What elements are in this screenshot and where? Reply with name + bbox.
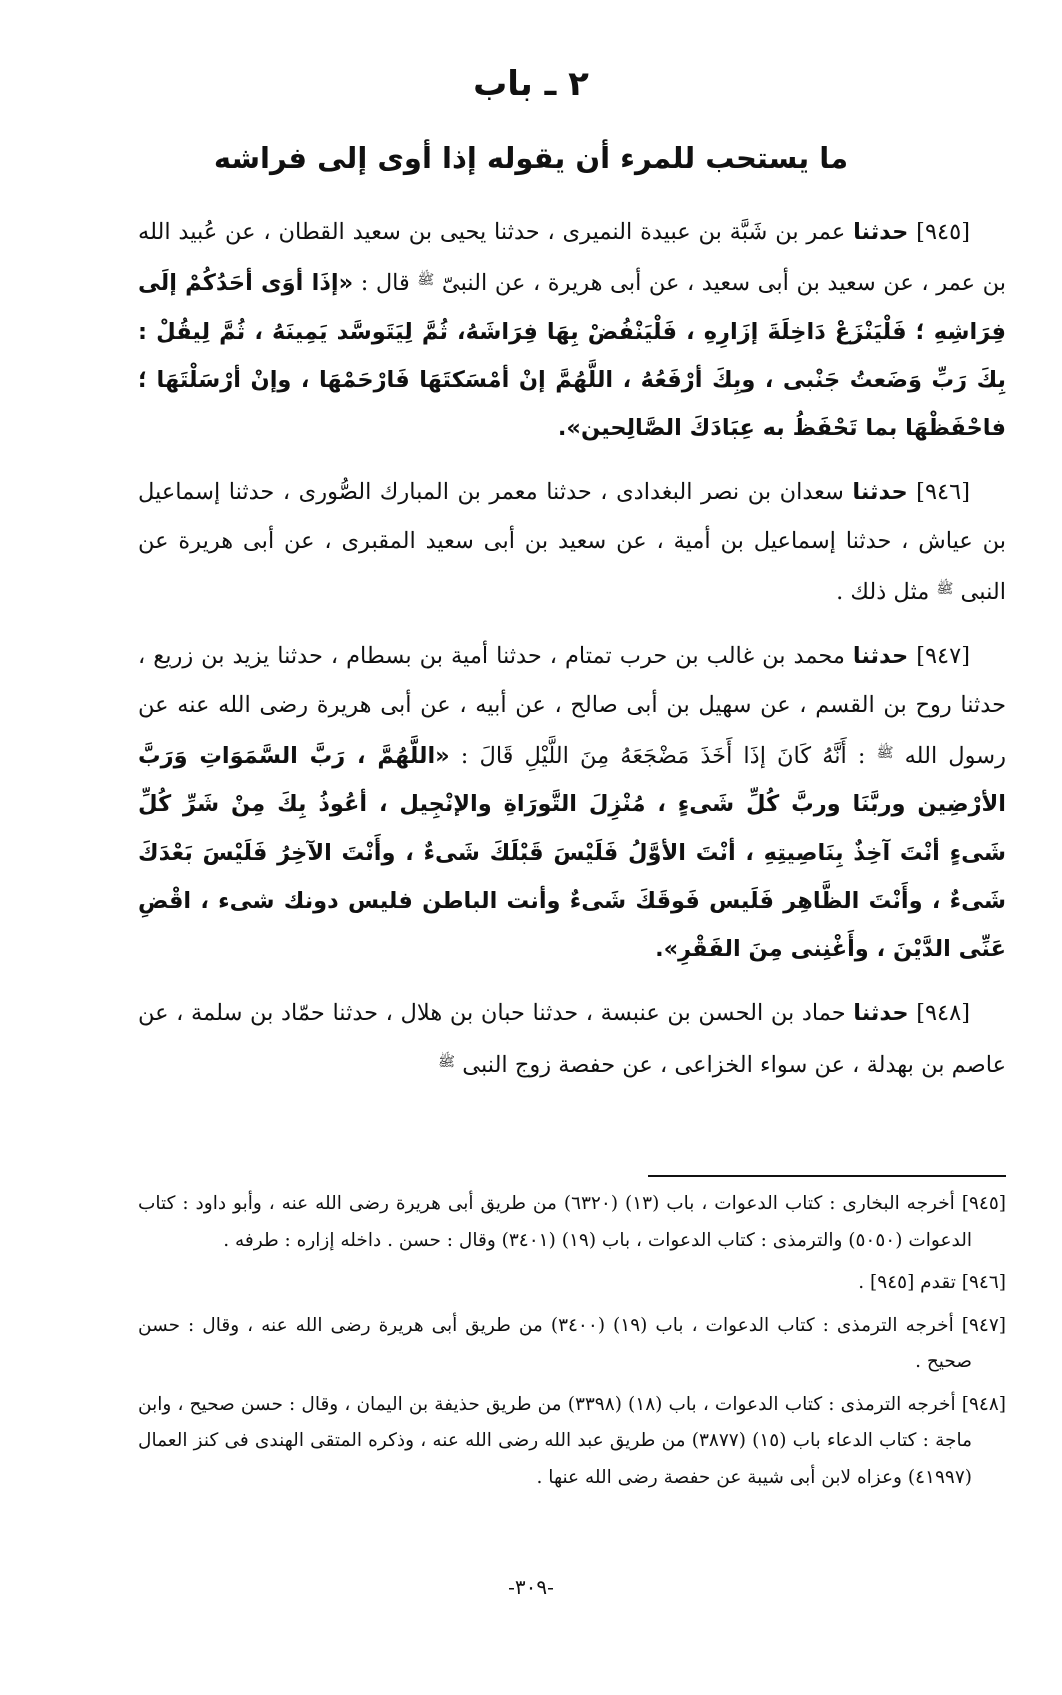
salla-glyph: ﷺ <box>438 1053 456 1070</box>
haddathana-word: حدثنا <box>853 219 909 245</box>
hadith-isnad: سعدان بن نصر البغدادى ، حدثنا معمر بن المبارك الصُّورى ، حدثنا إسماعيل بن عياش ، حدثنا إسماعيل بن أمية ، عن سعيد بن أبى سعيد المقبرى ، عن أبى هريرة عن النبى <box>138 479 1006 606</box>
haddathana-word: حدثنا <box>852 643 909 670</box>
hadith-number: [٩٤٧] <box>916 643 971 670</box>
hadith-946 <box>138 468 1006 616</box>
hadith-isnad: حماد بن الحسن بن عنبسة ، حدثنا حبان بن هلال ، حدثنا حمّاد بن سلمة ، عن عاصم بن بهدلة ، عن سواء الخزاعى ، عن حفصة زوج النبى <box>138 1000 1006 1078</box>
hadith-matn: «اللَّهُمَّ ، رَبَّ السَّمَوَاتِ وَرَبَّ الأرْضِين وربَّنَا وربَّ كُلِّ شَىءٍ ، مُنْزِلَ التَّورَاةِ والإنْجِيل ، أعُوذُ بِكَ مِنْ شَرِّ كُلِّ شَىءٍ أنْتَ آخِذٌ بِنَاصِيتِهِ ، أنْتَ الأوَّلُ فَلَيْسَ قَبْلَكَ شَىءٌ ، وأَنْتَ الآخِرُ فَلَيْسَ بَعْدَكَ شَىءٌ ، وأَنْتَ الظَّاهِر فَلَيس فَوقَكَ شَىءٌ وأنت الباطن فليس دونك شىء ، اقْضِ عَنِّى الدَّيْنَ ، وأَغْنِنى مِنَ الفَقْرِ». <box>138 742 1006 963</box>
footnote-divider <box>648 1175 1006 1177</box>
hadith-matn: «إذَا أوَى أحَدُكُمْ إلَى فِرَاشِهِ ؛ فَلْيَنْزَعْ دَاخِلَةَ إزَارِهِ ، فَلْيَنْفُضْ بِهَا فِرَاشَهُ، ثُمَّ لِيَتَوسَّد يَمِينَهُ ، ثُمَّ لِيقُلْ : بِكَ رَبِّ وَضَعتُ جَنْبى ، وبِكَ أرْفَعُهُ ، اللَّهُمَّ إنْ أمْسَكتَهَا فَارْحَمْهَا ، وإنْ أرْسَلْتَهَا ؛ فاحْفَظْهَا بما تَحْفَظُ به عِبَادَكَ الصَّالِحين». <box>138 270 1006 442</box>
hadith-body <box>138 208 1006 1105</box>
hadith-isnad: محمد بن غالب بن حرب تمتام ، حدثنا أمية بن بسطام ، حدثنا يزيد بن زريع ، حدثنا روح بن القسم ، عن سهيل بن أبى صالح ، عن أبيه ، عن أبى هريرة رضى الله عنه عن رسول الله <box>138 643 1006 769</box>
salla-glyph: ﷺ <box>936 581 954 598</box>
footnotes <box>138 1186 1006 1502</box>
hadith-number: [٩٤٦] <box>916 479 970 506</box>
section-title: ما يستحب للمرء أن يقوله إذا أوى إلى فراشه <box>213 141 849 175</box>
footnote-947 <box>138 1308 1006 1381</box>
page-number: -٣٠٩- <box>508 1575 554 1599</box>
hadith-948 <box>138 989 1006 1089</box>
footnote-946 <box>138 1265 1006 1302</box>
salla-glyph: ﷺ <box>876 744 894 761</box>
footnote-number: [٩٤٨] <box>961 1393 1006 1415</box>
hadith-isnad: عمر بن شَبَّة بن عبيدة النميرى ، حدثنا يحيى بن سعيد القطان ، عن عُبيد الله بن عمر ، عن سعيد بن أبى سعيد ، عن أبى هريرة ، عن النبىّ <box>138 219 1007 297</box>
haddathana-word: حدثنا <box>852 479 908 506</box>
footnote-number: [٩٤٥] <box>961 1193 1006 1214</box>
hadith-947 <box>138 632 1006 973</box>
salla-glyph: ﷺ <box>417 272 435 289</box>
footnote-text: أخرجه الترمذى : كتاب الدعوات ، باب (١٨) (٣٣٩٨) من طريق حذيفة بن اليمان ، وقال : حسن صحيح ، وابن ماجة : كتاب الدعاء باب (١٥) (٣٨٧٧) من طريق عبد الله رضى الله عنه ، وذكره المتقى الهندى فى كنز العمال (٤١٩٩٧) وعزاه لابن أبى شيبة عن حفصة رضى الله عنها . <box>138 1393 972 1488</box>
hadith-945 <box>138 208 1006 452</box>
footnote-948 <box>138 1387 1006 1497</box>
footnote-text: أخرجه الترمذى : كتاب الدعوات ، باب (١٩) (٣٤٠٠) من طريق أبى هريرة رضى الله عنه ، وقال : حسن صحيح . <box>138 1314 972 1372</box>
chapter-title: ٢ ـ باب <box>473 64 589 104</box>
hadith-before-matn: : أَنَّهُ كَانَ إذَا أَخَذَ مَضْجَعَهُ مِنَ اللَّيْلِ قَالَ : <box>460 742 866 769</box>
footnote-text: تقدم [٩٤٥] . <box>858 1272 956 1293</box>
hadith-number: [٩٤٥] <box>916 219 970 245</box>
footnote-text: أخرجه البخارى : كتاب الدعوات ، باب (١٣) (٦٣٢٠) من طريق أبى هريرة رضى الله عنه ، وأبو داود : كتاب الدعوات (٥٠٥٠) والترمذى : كتاب الدعوات ، باب (١٩) (٣٤٠١) وقال : حسن . داخله إزاره : طرفه . <box>138 1193 972 1251</box>
footnote-number: [٩٤٦] <box>961 1272 1006 1293</box>
footnote-945 <box>138 1186 1006 1259</box>
hadith-before-matn: قال : <box>360 270 410 297</box>
footnote-number: [٩٤٧] <box>961 1314 1006 1336</box>
hadith-number: [٩٤٨] <box>916 1000 971 1027</box>
haddathana-word: حدثنا <box>853 1000 909 1027</box>
hadith-before-matn: مثل ذلك . <box>836 579 930 606</box>
